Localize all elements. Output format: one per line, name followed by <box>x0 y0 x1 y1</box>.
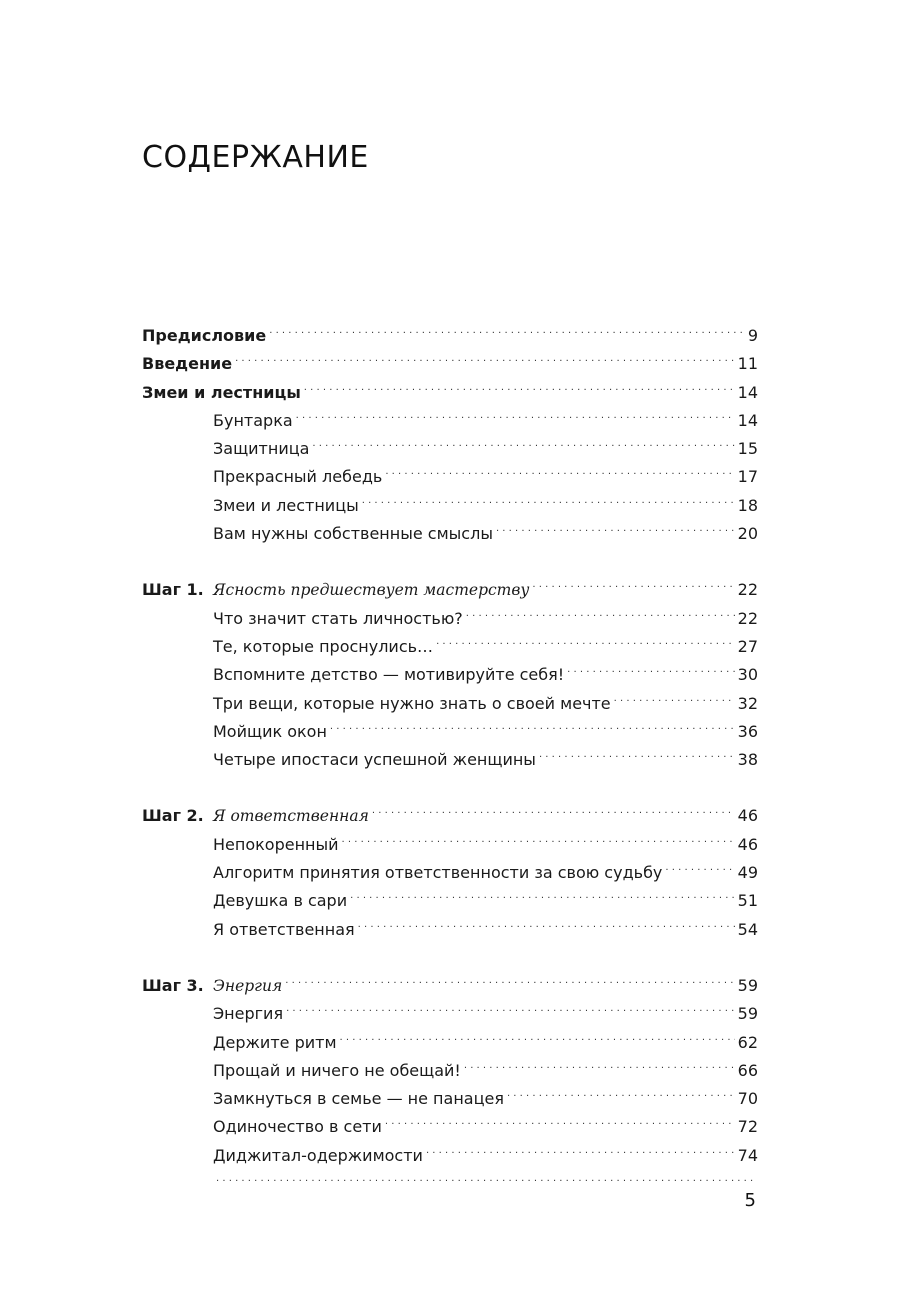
page-number: 22 <box>737 580 758 600</box>
table-of-contents <box>142 313 758 1217</box>
step-title: Я ответственная <box>213 807 369 826</box>
entry-title: Я ответственная <box>213 919 355 939</box>
page-number: 36 <box>737 721 758 741</box>
entry-title: Три вещи, которые нужно знать о своей мечте <box>213 693 611 713</box>
page-number: 27 <box>737 636 758 656</box>
page-folio-number: 5 <box>744 1190 756 1211</box>
page-number: 22 <box>737 608 758 628</box>
dot-leader <box>539 737 735 765</box>
entry-title: Диджитал-одержимости <box>213 1145 423 1165</box>
dot-leader <box>235 341 735 369</box>
dot-leader <box>385 1104 735 1132</box>
page-title: СОДЕРЖАНИЕ <box>142 140 369 175</box>
entry-title: Одиночество в сети <box>213 1117 382 1137</box>
page-number: 72 <box>737 1117 758 1137</box>
page-number: 17 <box>737 467 758 487</box>
page-number: 51 <box>737 891 758 911</box>
entry-title: Защитница <box>213 439 310 459</box>
step-label: Шаг 2. <box>142 806 204 826</box>
toc-entry-introduction[interactable] <box>142 341 758 374</box>
page-number: 18 <box>737 495 758 515</box>
page-number: 38 <box>737 750 758 770</box>
dot-leader <box>496 511 735 539</box>
entry-title: Мойщик окон <box>213 721 327 741</box>
entry-title: Энергия <box>213 1004 284 1024</box>
entry-title: Алгоритм принятия ответственности за свою судьбу <box>213 863 663 883</box>
dot-leader <box>532 567 734 595</box>
dot-leader <box>304 370 735 398</box>
entry-title: Что значит стать личностью? <box>213 608 463 628</box>
dot-leader <box>340 1020 735 1048</box>
dot-leader <box>614 681 735 709</box>
entry-title: Четыре ипостаси успешной женщины <box>213 750 536 770</box>
dot-leader <box>342 822 735 850</box>
dot-leader <box>507 1076 735 1104</box>
entry-title: Девушка в сари <box>213 891 348 911</box>
page-number: 70 <box>737 1089 758 1109</box>
page-number: 46 <box>737 834 758 854</box>
toc-step-heading[interactable] <box>142 793 758 826</box>
page-number: 74 <box>737 1145 758 1165</box>
toc-entry-preface[interactable] <box>142 313 758 345</box>
dot-leader <box>330 709 735 737</box>
page-number: 66 <box>737 1060 758 1080</box>
step-3-section <box>142 963 758 1189</box>
dot-leader <box>269 313 745 341</box>
page-number: 20 <box>737 524 758 544</box>
dot-leader <box>312 426 734 454</box>
page-number: 59 <box>737 975 758 995</box>
entry-title: Вспомните детство — мотивируйте себя! <box>213 665 565 685</box>
dot-leader <box>464 1048 735 1076</box>
dot-leader <box>436 624 735 652</box>
dot-leader <box>285 963 734 991</box>
entry-title: Змеи и лестницы <box>213 495 359 515</box>
page-number: 54 <box>737 919 758 939</box>
entry-title: Те, которые проснулись… <box>213 636 434 656</box>
dot-leader <box>466 596 735 624</box>
dot-leader <box>362 483 735 511</box>
page-number: 9 <box>747 326 758 345</box>
dot-leader <box>216 1161 755 1189</box>
entry-title: Непокоренный <box>213 834 339 854</box>
step-title: Энергия <box>213 976 283 995</box>
page-number: 46 <box>737 806 758 826</box>
dot-leader <box>296 398 735 426</box>
step-title: Ясность предшествует мастерству <box>213 581 530 600</box>
dot-leader <box>665 850 734 878</box>
toc-step-heading[interactable] <box>142 963 758 995</box>
entry-title: Прекрасный лебедь <box>213 467 383 487</box>
toc-step-heading[interactable] <box>142 567 758 600</box>
entry-title: Держите ритм <box>213 1032 337 1052</box>
page-number: 32 <box>737 693 758 713</box>
page-number: 14 <box>737 410 758 430</box>
entry-title: Предисловие <box>142 326 267 345</box>
toc-subentry[interactable] <box>142 1161 758 1189</box>
dot-leader <box>426 1133 735 1161</box>
page-number: 49 <box>737 863 758 883</box>
intro-section <box>142 313 758 544</box>
page-number: 11 <box>737 354 758 374</box>
page-number: 59 <box>737 1004 758 1024</box>
dot-leader <box>372 793 735 821</box>
dot-leader <box>286 991 735 1019</box>
entry-title: Прощай и ничего не обещай! <box>213 1060 461 1080</box>
page-number: 30 <box>737 665 758 685</box>
dot-leader <box>385 454 734 482</box>
entry-title: Змеи и лестницы <box>142 382 301 402</box>
entry-title: Бунтарка <box>213 410 293 430</box>
page-number: 14 <box>737 382 758 402</box>
page-number: 62 <box>737 1032 758 1052</box>
dot-leader <box>358 907 735 935</box>
step-label: Шаг 1. <box>142 580 204 600</box>
page-number: 15 <box>737 439 758 459</box>
step-2-section <box>142 793 758 939</box>
dot-leader <box>350 878 735 906</box>
step-label: Шаг 3. <box>142 975 204 995</box>
dot-leader <box>567 652 734 680</box>
entry-title: Введение <box>142 354 233 374</box>
step-1-section <box>142 567 758 770</box>
toc-entry-snakes-and-ladders[interactable] <box>142 370 758 402</box>
entry-title: Вам нужны собственные смыслы <box>213 524 493 544</box>
entry-title: Замкнуться в семье — не панацея <box>213 1089 504 1109</box>
